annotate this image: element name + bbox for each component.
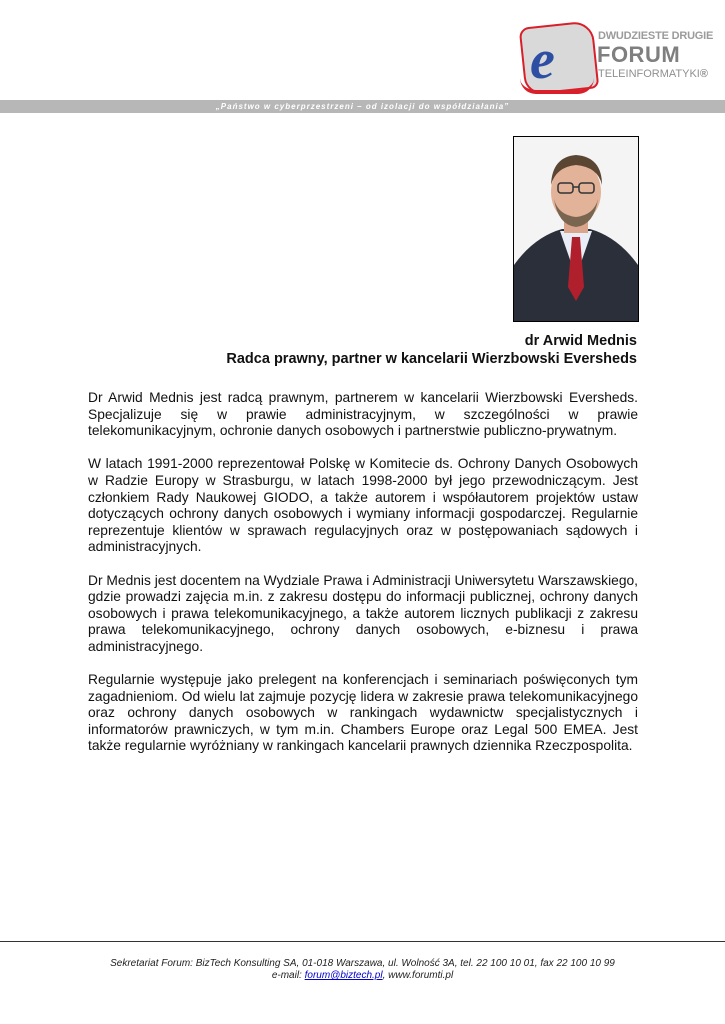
biography (88, 390, 638, 772)
logo-line-3-text: TELEINFORMATYKI (598, 68, 700, 80)
forum-logo (520, 18, 720, 108)
portrait-photo (513, 136, 639, 322)
registered-mark: ® (699, 68, 708, 80)
header-motto: „Państwo w cyberprzestrzeni – od izolacji do współdziałania” (215, 102, 510, 111)
bio-paragraph-4: Regularnie występuje jako prelegent na konferencjach i seminariach poświęconych tym zagadnieniom. Od wielu lat zajmuje pozycję lidera w zakresie prawa telekomunikacyjnego oraz ochrony danych osobowych w rankingach wydawnictw specjalistycznych i informatorów prawniczych, w tym m.in. Chambers Europe oraz Legal 500 EMEA. Jest także regularnie wyróżniany w rankingach kancelarii prawnych dziennika Rzeczpospolita. (88, 672, 638, 754)
person-name: dr Arwid Mednis (524, 333, 637, 349)
footer-divider (0, 941, 725, 942)
bio-paragraph-1: Dr Arwid Mednis jest radcą prawnym, partnerem w kancelarii Wierzbowski Eversheds. Specjalizuje się w prawie administracyjnym, w szczególności w prawie telekomunikacyjnym, ochronie danych osobowych i partnerstwie publiczno-prywatnym. (88, 390, 638, 439)
email-link[interactable]: forum@biztech.pl (304, 970, 383, 981)
logo-line-3 (598, 68, 708, 80)
logo-line-2: FORUM (597, 42, 681, 67)
email-prefix: e-mail: (271, 970, 305, 981)
website-text: www.forumti.pl (388, 970, 454, 981)
footer (0, 958, 725, 982)
footer-contact (0, 970, 725, 982)
logo-e-letter: e (530, 29, 555, 91)
logo-swoosh (520, 78, 594, 94)
bio-paragraph-3: Dr Mednis jest docentem na Wydziale Prawa i Administracji Uniwersytetu Warszawskiego, gdzie prowadzi zajęcia m.in. z zakresu dostępu do informacji publicznej, ochrony danych osobowych i prawa telekomunikacyjnego, a także autorem licznych publikacji z zakresu prawa telekomunikacyjnego, ochrony danych osobowych, e-biznesu i prawa administracyjnego. (88, 572, 638, 654)
contact-separator: , (382, 970, 389, 981)
person-position: Radca prawny, partner w kancelarii Wierzbowski Eversheds (226, 351, 637, 367)
logo-line-1: DWUDZIESTE DRUGIE (598, 30, 714, 42)
bio-paragraph-2: W latach 1991-2000 reprezentował Polskę w Komitecie ds. Ochrony Danych Osobowych w Radzie Europy w Strasburgu, w latach 1998-2000 był jego przewodniczącym. Jest członkiem Rady Naukowej GIODO, a także autorem i współautorem projektów ustaw dotyczących ochrony danych osobowych i wymiany informacji gospodarczej. Regularnie reprezentuje klientów w sprawach regulacyjnych oraz w postępowaniach sądowych i administracyjnych. (88, 456, 638, 555)
footer-address: Sekretariat Forum: BizTech Konsulting SA, 01-018 Warszawa, ul. Wolność 3A, tel. 22 100 10 01, fax 22 100 10 99 (110, 958, 615, 969)
profile-heading (226, 332, 637, 368)
portrait-illustration (514, 137, 638, 321)
